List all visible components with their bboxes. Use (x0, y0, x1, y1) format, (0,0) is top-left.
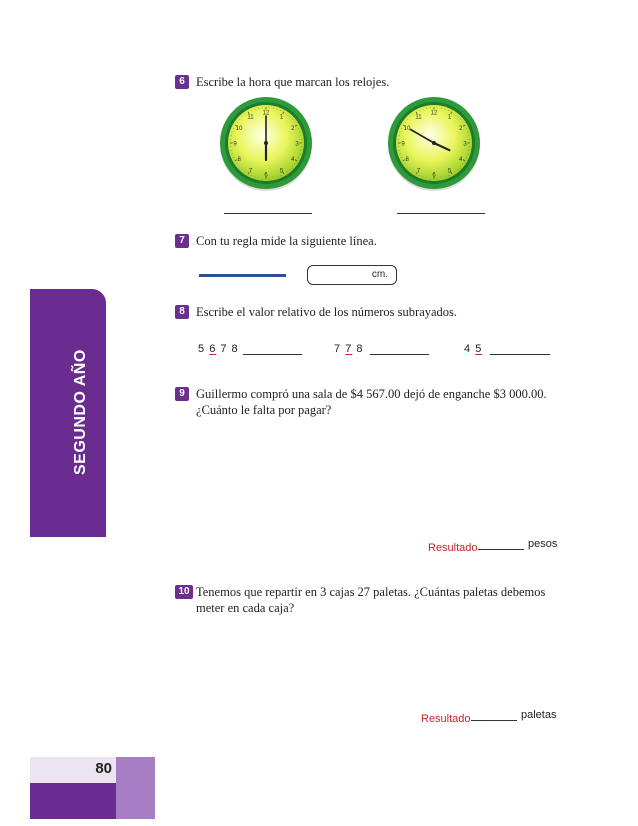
question-9-result (428, 538, 558, 556)
clock-number: 5 (447, 168, 452, 175)
measure-unit-label: cm. (371, 269, 388, 280)
page-number: 80 (95, 760, 112, 777)
clock-left (218, 95, 314, 191)
clock-number: 8 (237, 157, 241, 163)
clock-number: 9 (401, 141, 405, 148)
answer-line-clock-right[interactable] (397, 213, 485, 214)
result-label: Resultado (428, 542, 478, 554)
clock-number: 11 (415, 114, 422, 121)
clock-number: 4 (291, 157, 295, 163)
clock-number: 1 (279, 114, 284, 121)
clock-number: 7 (248, 168, 253, 175)
answer-line-item-1[interactable] (243, 354, 302, 355)
clock-center (264, 141, 268, 145)
question-9-line-2: ¿Cuánto le falta por pagar? (196, 403, 332, 417)
result-label: Resultado (421, 713, 471, 725)
question-9-number: 9 (175, 387, 189, 401)
clock-number: 1 (447, 114, 452, 121)
question-8-text: Escribe el valor relativo de los números subrayados. (196, 305, 458, 319)
result-answer-line[interactable] (478, 549, 524, 550)
measure-answer-box[interactable] (307, 265, 397, 285)
ruler-measure-line (199, 274, 286, 277)
question-6-number: 6 (175, 75, 189, 89)
clock-number: 2 (459, 126, 463, 132)
question-10-line-2: meter en cada caja? (196, 601, 295, 615)
result-answer-line[interactable] (471, 720, 517, 721)
digit-suffix: 8 (352, 343, 364, 355)
relative-value-item-2 (334, 343, 364, 355)
clock-number: 10 (235, 126, 243, 132)
clock-number: 2 (291, 126, 295, 132)
question-6-text: Escribe la hora que marcan los relojes. (196, 75, 390, 89)
question-7-text: Con tu regla mide la siguiente línea. (196, 234, 377, 248)
clock-number: 7 (416, 168, 421, 175)
side-tab-label: SEGUNDO AÑO (72, 349, 89, 475)
clock-number: 10 (403, 126, 411, 132)
clock-number: 6 (432, 172, 436, 179)
question-9-line-1: Guillermo compró una sala de $4 567.00 dejó de enganche $3 000.00. (196, 387, 547, 401)
digit-prefix: 5 (198, 343, 210, 355)
result-unit: pesos (528, 538, 558, 550)
digit-prefix: 4 (464, 343, 476, 355)
clock-number: 6 (264, 172, 268, 179)
clock-number: 3 (295, 141, 299, 148)
answer-line-item-2[interactable] (370, 354, 429, 355)
question-10-line-1: Tenemos que repartir en 3 cajas 27 paletas. ¿Cuántas paletas debemos (196, 585, 546, 599)
result-unit: paletas (521, 709, 557, 721)
clock-number: 3 (463, 141, 467, 148)
page-corner-dark (30, 783, 116, 819)
relative-value-item-1 (198, 343, 239, 355)
clock-number: 12 (262, 110, 270, 117)
clock-number: 8 (405, 157, 409, 163)
clock-number: 12 (430, 110, 438, 117)
side-tab (30, 289, 106, 537)
underlined-digit: 7 (345, 343, 353, 355)
underlined-digit: 5 (475, 343, 483, 355)
question-8-number: 8 (175, 305, 189, 319)
clock-number: 11 (247, 114, 254, 121)
answer-line-clock-left[interactable] (224, 213, 312, 214)
digit-prefix: 7 (334, 343, 346, 355)
relative-value-item-3 (464, 343, 482, 355)
question-7-number: 7 (175, 234, 189, 248)
question-10-number: 10 (175, 585, 193, 599)
underlined-digit: 6 (209, 343, 217, 355)
clock-right (386, 95, 482, 191)
clock-center (432, 141, 436, 145)
clock-number: 4 (459, 157, 463, 163)
question-10-result (421, 709, 557, 727)
digit-suffix: 7 8 (216, 343, 239, 355)
page-corner-light (116, 757, 155, 819)
answer-line-item-3[interactable] (490, 354, 550, 355)
clock-number: 9 (233, 141, 237, 148)
clock-number: 5 (279, 168, 284, 175)
